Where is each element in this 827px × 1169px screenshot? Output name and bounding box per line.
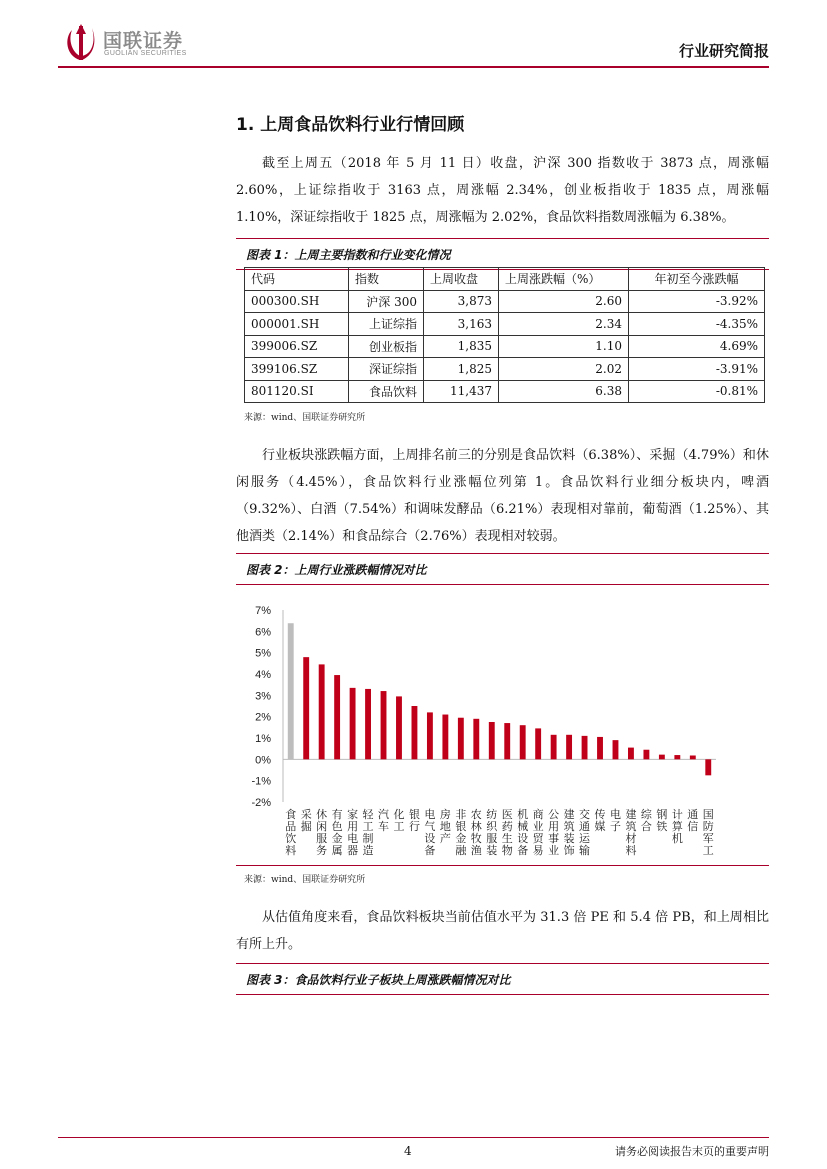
cell-ytd-change: 4.69% xyxy=(629,335,765,358)
bar-机械设备 xyxy=(520,725,526,759)
paragraph-text: 行业板块涨跌幅方面，上周排名前三的分别是食品饮料（6.38%）、采掘（4.79%）和休闲服务（4.45%），食品饮料行业涨幅位列第 1。食品饮料行业细分板块内，啤酒（9.32%）、白酒（7.54%）和调味发酵品（6.21%）表现相对靠前，葡萄酒（1.25%）、其他酒类（2.14%）和食品综合（2.76%）表现相对较弱。 xyxy=(236,448,769,544)
bar-非银金融 xyxy=(458,718,464,760)
col-header-index: 指数 xyxy=(349,268,424,291)
cell-index: 深证综指 xyxy=(349,358,424,381)
bar-有色金属 xyxy=(334,675,340,759)
y-tick-label: 3% xyxy=(255,690,271,703)
x-category-label: 农林牧渔 xyxy=(470,808,482,857)
x-category-label: 商业贸易 xyxy=(532,808,544,857)
y-tick-label: 5% xyxy=(255,647,271,660)
cell-code: 399006.SZ xyxy=(245,335,349,358)
bar-食品饮料 xyxy=(288,623,294,759)
cell-ytd-change: -3.92% xyxy=(629,290,765,313)
table-row xyxy=(245,358,765,381)
x-category-label: 采掘 xyxy=(300,808,312,833)
bar-休闲服务 xyxy=(319,664,325,759)
x-category-label: 建筑装饰 xyxy=(563,808,575,857)
x-category-label: 休闲服务 xyxy=(316,808,328,857)
y-tick-label: 1% xyxy=(255,733,271,745)
x-category-label: 汽车 xyxy=(378,808,390,833)
cell-close: 3,163 xyxy=(424,313,499,336)
cell-code: 000300.SH xyxy=(245,290,349,313)
x-category-label: 非银金融 xyxy=(455,808,467,857)
bar-采掘 xyxy=(303,657,309,759)
bar-交通运输 xyxy=(582,736,588,759)
cell-weekly-change: 6.38 xyxy=(499,380,629,403)
y-tick-label: -2% xyxy=(251,797,271,809)
table-row xyxy=(245,313,765,336)
x-category-label: 纺织服装 xyxy=(486,808,498,857)
x-category-label: 医药生物 xyxy=(501,808,513,857)
logo-english-name: GUOLIAN SECURITIES xyxy=(104,50,187,57)
table-header-row xyxy=(245,268,765,291)
bar-轻工制造 xyxy=(365,689,371,759)
x-category-label: 化工 xyxy=(393,808,405,833)
sector-change-chart xyxy=(236,584,769,866)
table-row xyxy=(245,290,765,313)
x-category-label: 银行 xyxy=(408,808,420,833)
y-tick-label: 6% xyxy=(255,626,271,639)
footer-divider xyxy=(58,1137,769,1138)
x-category-label: 综合 xyxy=(640,808,652,833)
cell-weekly-change: 2.34 xyxy=(499,313,629,336)
x-category-label: 交通运输 xyxy=(579,808,591,857)
bar-电子 xyxy=(613,740,619,759)
market-review-paragraph xyxy=(236,150,769,231)
page-number: 4 xyxy=(404,1144,412,1158)
cell-ytd-change: -0.81% xyxy=(629,380,765,403)
bar-公用事业 xyxy=(551,735,557,760)
table-row xyxy=(245,335,765,358)
y-tick-label: -1% xyxy=(251,775,271,788)
bar-chart xyxy=(236,584,769,866)
x-category-label: 轻工制造 xyxy=(362,808,374,857)
bar-汽车 xyxy=(381,691,387,759)
paragraph-text: 截至上周五（2018 年 5 月 11 日）收盘，沪深 300 指数收于 3873 点，周涨幅 2.60%，上证综指收于 3163 点，周涨幅 2.34%，创业板指收于 1835 点，周涨幅 1.10%，深证综指收于 1825 点，周涨幅为 2.02%，食品饮料指数周涨幅为 6.38%。 xyxy=(236,156,769,225)
cell-index: 沪深 300 xyxy=(349,290,424,313)
x-category-label: 家用电器 xyxy=(347,808,359,857)
figure1-source: 来源：wind、国联证券研究所 xyxy=(244,413,366,423)
x-category-label: 电子 xyxy=(609,808,621,833)
figure3-title-bar xyxy=(236,963,769,995)
x-category-label: 国防军工 xyxy=(702,808,714,857)
x-category-label: 通信 xyxy=(687,808,699,833)
x-category-label: 房地产 xyxy=(439,808,451,845)
bar-建筑材料 xyxy=(628,748,634,760)
bar-传媒 xyxy=(597,737,603,759)
cell-close: 3,873 xyxy=(424,290,499,313)
x-category-label: 食品饮料 xyxy=(285,808,297,857)
x-category-label: 建筑材料 xyxy=(625,808,637,857)
cell-index: 上证综指 xyxy=(349,313,424,336)
y-tick-label: 2% xyxy=(255,711,271,724)
cell-code: 801120.SI xyxy=(245,380,349,403)
bar-通信 xyxy=(690,755,696,759)
bar-计算机 xyxy=(674,755,680,759)
bar-国防军工 xyxy=(705,759,711,775)
cell-weekly-change: 2.60 xyxy=(499,290,629,313)
x-category-label: 传媒 xyxy=(594,808,606,833)
x-category-label: 机械设备 xyxy=(517,808,529,857)
bar-农林牧渔 xyxy=(473,719,479,760)
figure2-source: 来源：wind、国联证券研究所 xyxy=(244,875,366,885)
cell-weekly-change: 1.10 xyxy=(499,335,629,358)
y-tick-label: 7% xyxy=(255,605,271,617)
report-type-label: 行业研究简报 xyxy=(678,42,769,60)
bar-纺织服装 xyxy=(489,722,495,759)
col-header-close: 上周收盘 xyxy=(424,268,499,291)
header-divider xyxy=(58,66,769,68)
bar-综合 xyxy=(643,750,649,760)
figure1-title: 图表 1：上周主要指数和行业变化情况 xyxy=(246,248,451,262)
index-table xyxy=(244,267,765,403)
footer-disclaimer: 请务必阅读报告末页的重要声明 xyxy=(615,1145,769,1158)
x-category-label: 有色金属 xyxy=(331,808,343,857)
y-tick-label: 4% xyxy=(255,669,271,681)
paragraph-text: 从估值角度来看，食品饮料板块当前估值水平为 31.3 倍 PE 和 5.4 倍 PB，和上周相比有所上升。 xyxy=(236,910,769,952)
bar-商业贸易 xyxy=(535,728,541,759)
cell-close: 1,825 xyxy=(424,358,499,381)
cell-code: 399106.SZ xyxy=(245,358,349,381)
valuation-paragraph xyxy=(236,904,769,958)
cell-code: 000001.SH xyxy=(245,313,349,336)
cell-index: 创业板指 xyxy=(349,335,424,358)
bar-家用电器 xyxy=(350,688,356,759)
table-row xyxy=(245,380,765,403)
y-tick-label: 0% xyxy=(255,754,271,767)
bar-建筑装饰 xyxy=(566,735,572,760)
cell-ytd-change: -3.91% xyxy=(629,358,765,381)
figure2-title-bar xyxy=(236,553,769,585)
section-title: 1. 上周食品饮料行业行情回顾 xyxy=(236,115,465,135)
cell-index: 食品饮料 xyxy=(349,380,424,403)
figure3-title: 图表 3：食品饮料行业子板块上周涨跌幅情况对比 xyxy=(246,973,511,987)
figure1-title-bar xyxy=(236,238,769,270)
x-category-label: 钢铁 xyxy=(656,808,668,833)
bar-电气设备 xyxy=(427,712,433,759)
col-header-code: 代码 xyxy=(245,268,349,291)
cell-close: 1,835 xyxy=(424,335,499,358)
cell-close: 11,437 xyxy=(424,380,499,403)
x-category-label: 公用事业 xyxy=(548,808,560,857)
cell-ytd-change: -4.35% xyxy=(629,313,765,336)
cell-weekly-change: 2.02 xyxy=(499,358,629,381)
bar-银行 xyxy=(412,706,418,759)
col-header-weekly-change: 上周涨跌幅（%） xyxy=(499,268,629,291)
logo-name: 国联证券 xyxy=(103,30,184,52)
bar-房地产 xyxy=(442,715,448,760)
bar-化工 xyxy=(396,696,402,759)
bar-钢铁 xyxy=(659,755,665,760)
figure2-title: 图表 2：上周行业涨跌幅情况对比 xyxy=(246,563,427,577)
col-header-ytd-change: 年初至今涨跌幅 xyxy=(629,268,765,291)
bar-医药生物 xyxy=(504,723,510,759)
sector-performance-paragraph xyxy=(236,442,769,550)
x-category-label: 电气设备 xyxy=(424,808,436,857)
x-category-label: 计算机 xyxy=(671,808,683,845)
